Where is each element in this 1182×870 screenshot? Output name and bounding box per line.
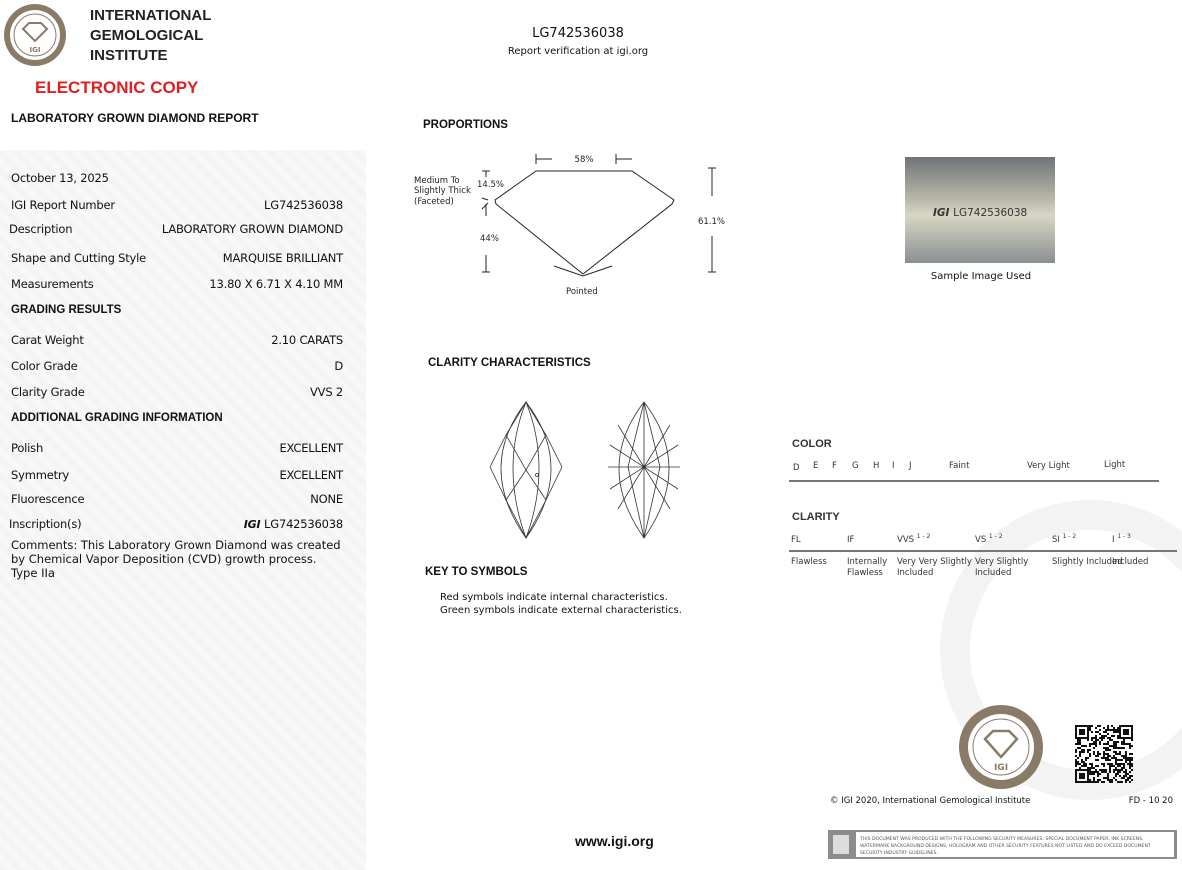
clarity-plot-diagrams xyxy=(480,395,700,545)
grading-row xyxy=(11,333,343,347)
report-title: LABORATORY GROWN DIAMOND REPORT xyxy=(11,111,259,125)
grading-value: D xyxy=(334,359,343,373)
qr-code-icon[interactable] xyxy=(1075,725,1133,783)
grade-range: 1 - 3 xyxy=(1117,533,1131,540)
sample-image xyxy=(905,157,1055,263)
additional-value: NONE xyxy=(310,492,343,506)
diamond-profile xyxy=(495,171,674,274)
additional-label: Inscription(s) xyxy=(9,517,82,531)
clarity-grade-code xyxy=(791,533,801,545)
detail-row xyxy=(11,198,343,212)
svg-text:IGI: IGI xyxy=(993,763,1009,773)
crown-pct: 14.5% xyxy=(477,180,505,190)
detail-row xyxy=(11,277,343,291)
additional-row xyxy=(11,441,343,455)
igi-seal-bottom xyxy=(958,704,1044,790)
girdle-label: Medium To xyxy=(414,176,460,186)
detail-label: IGI Report Number xyxy=(11,198,115,212)
sample-inscription xyxy=(933,207,1027,219)
copyright: © IGI 2020, International Gemological Institute xyxy=(830,796,1031,806)
form-number: FD - 10 20 xyxy=(1128,796,1173,806)
girdle-label: (Faceted) xyxy=(414,197,454,207)
additional-row xyxy=(9,517,343,531)
grade-range: 1 - 2 xyxy=(916,533,931,540)
clarity-grade-code xyxy=(975,533,1003,545)
detail-value: LABORATORY GROWN DIAMOND xyxy=(161,222,343,236)
proportions-heading: PROPORTIONS xyxy=(423,119,508,131)
detail-row xyxy=(9,222,343,236)
girdle-label: Slightly Thick xyxy=(414,186,471,196)
proportions-diagram xyxy=(400,140,730,300)
grade-range: 1 - 2 xyxy=(1062,533,1077,540)
detail-row xyxy=(11,251,343,265)
detail-label: Measurements xyxy=(11,277,94,291)
clarity-grade-desc: Very Very Slightly Included xyxy=(897,557,972,578)
igi-logo-icon: IGI xyxy=(933,207,954,219)
grade-code: I xyxy=(1112,534,1115,545)
clarity-grade-code xyxy=(1052,533,1076,545)
color-grade: F xyxy=(832,461,837,471)
comments xyxy=(11,538,341,580)
marquise-crown-view xyxy=(490,402,562,538)
color-grade: Faint xyxy=(949,461,970,471)
key-line-green: Green symbols indicate external characteristics. xyxy=(440,605,682,616)
clarity-grade-code xyxy=(847,533,854,545)
comments-type: Type IIa xyxy=(11,566,55,580)
sample-inscription-text: LG742536038 xyxy=(953,207,1028,219)
clarity-grade-code xyxy=(1112,533,1131,545)
color-grade: J xyxy=(909,461,912,471)
key-to-symbols-heading: KEY TO SYMBOLS xyxy=(425,566,528,578)
clarity-grade-desc: Included xyxy=(1112,557,1149,567)
detail-value: 13.80 X 6.71 X 4.10 MM xyxy=(209,277,343,291)
website-link[interactable]: www.igi.org xyxy=(575,833,654,849)
sample-caption: Sample Image Used xyxy=(930,271,1032,282)
color-grade: E xyxy=(813,461,819,471)
detail-date xyxy=(11,171,343,185)
additional-value: EXCELLENT xyxy=(279,441,343,455)
additional-label: Fluorescence xyxy=(11,492,85,506)
detail-value: MARQUISE BRILLIANT xyxy=(222,251,343,265)
grading-label: Color Grade xyxy=(11,359,78,373)
grading-label: Carat Weight xyxy=(11,333,84,347)
clarity-grade-desc: Very Slightly Included xyxy=(975,557,1029,578)
grade-code: VS xyxy=(975,534,987,545)
grade-code: VVS xyxy=(897,534,915,545)
security-notice xyxy=(828,830,1177,859)
security-text: THIS DOCUMENT WAS PRODUCED WITH THE FOLLOWING SECURITY MEASURES: SPECIAL DOCUMENT PAPER, INK SCREENS, WATERMARK BACKGROUND DESIGNS, HOLOGRAM AND OTHER SECURITY FEATURES NOT LISTED AND DO EXCEED DOCUMENT SECURITY INDUSTRY GUIDELINES. xyxy=(856,832,1174,857)
document-lock-icon xyxy=(833,835,849,854)
detail-label: Description xyxy=(9,222,73,236)
grading-label: Clarity Grade xyxy=(11,385,85,399)
clarity-scale-line xyxy=(789,550,1177,552)
grading-results-heading: GRADING RESULTS xyxy=(11,304,122,316)
grading-row xyxy=(11,359,343,373)
svg-text:IGI: IGI xyxy=(29,46,41,54)
igi-seal-logo xyxy=(3,3,67,67)
grade-code: FL xyxy=(791,534,801,545)
key-lines xyxy=(440,591,682,617)
color-grade: G xyxy=(852,461,859,471)
report-number-header: LG742536038 xyxy=(532,26,624,41)
electronic-copy-label: ELECTRONIC COPY xyxy=(35,78,199,97)
culet-label: Pointed xyxy=(566,287,598,297)
date-label: October 13, 2025 xyxy=(11,171,109,185)
org-name xyxy=(90,6,211,66)
inscription-text: LG742536038 xyxy=(264,517,343,531)
org-name-line: GEMOLOGICAL xyxy=(90,27,204,44)
key-line-red: Red symbols indicate internal characteristics. xyxy=(440,592,668,603)
clarity-scale-heading: CLARITY xyxy=(792,511,840,523)
detail-value: LG742536038 xyxy=(264,198,343,212)
pavilion-pct: 44% xyxy=(480,234,499,244)
color-grade: Light xyxy=(1104,460,1126,470)
marquise-pavilion-view xyxy=(608,402,680,538)
grade-code: SI xyxy=(1052,534,1060,545)
grading-row xyxy=(11,385,343,399)
detail-label: Shape and Cutting Style xyxy=(11,251,147,265)
org-name-line: INSTITUTE xyxy=(90,47,168,64)
color-grade: Very Light xyxy=(1027,461,1070,471)
grading-value: 2.10 CARATS xyxy=(271,333,343,347)
clarity-grade-desc: Slightly Included xyxy=(1052,557,1123,567)
depth-pct: 61.1% xyxy=(698,217,726,227)
inscription-value xyxy=(244,517,343,531)
color-scale-heading: COLOR xyxy=(792,438,832,450)
clarity-grade-desc: Flawless xyxy=(791,557,827,567)
comments-text: Comments: This Laboratory Grown Diamond was created by Chemical Vapor Deposition (CVD) growth process. xyxy=(11,538,341,566)
table-pct: 58% xyxy=(574,155,594,165)
clarity-characteristics-heading: CLARITY CHARACTERISTICS xyxy=(428,357,591,369)
additional-label: Symmetry xyxy=(11,468,70,482)
color-grade: H xyxy=(873,461,880,471)
additional-row xyxy=(11,492,343,506)
color-grade: D xyxy=(793,463,800,473)
dimension-lines xyxy=(482,154,716,276)
org-name-line: INTERNATIONAL xyxy=(90,7,212,24)
verification-text: Report verification at igi.org xyxy=(507,46,649,57)
additional-row xyxy=(11,468,343,482)
additional-value: EXCELLENT xyxy=(279,468,343,482)
additional-heading: ADDITIONAL GRADING INFORMATION xyxy=(11,412,223,424)
grade-range: 1 - 2 xyxy=(988,533,1003,540)
grading-value: VVS 2 xyxy=(309,385,343,399)
grade-code: IF xyxy=(847,534,855,545)
additional-label: Polish xyxy=(11,441,44,455)
clarity-grade-code xyxy=(897,533,930,545)
color-scale-line xyxy=(789,480,1159,482)
color-grade: I xyxy=(892,461,895,471)
clarity-grade-desc: Internally Flawless xyxy=(847,557,888,578)
igi-logo-icon: IGI xyxy=(243,518,265,531)
